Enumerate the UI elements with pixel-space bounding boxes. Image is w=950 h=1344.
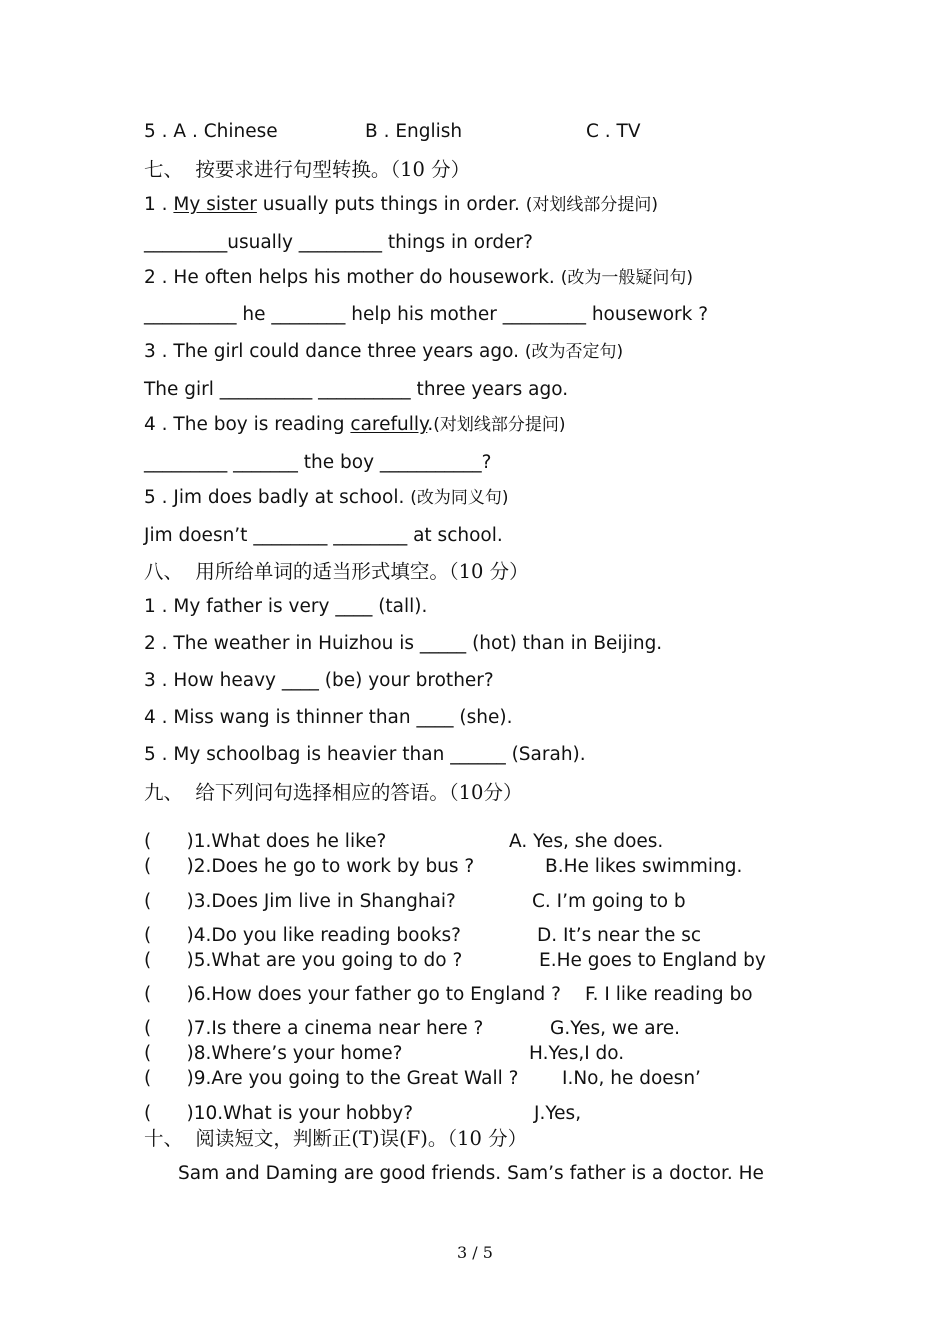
section7-question-4 bbox=[144, 413, 566, 437]
section9-answer-e: E.He goes to England by bbox=[539, 950, 766, 971]
section8-item-2: 2 . The weather in Huizhou is _____ (hot) than in Beijing. bbox=[144, 633, 663, 654]
underlined-phrase: carefully bbox=[350, 414, 428, 435]
section9-answer-c: C. I’m going to b bbox=[532, 891, 686, 912]
section8-item-1: 1 . My father is very ____ (tall). bbox=[144, 596, 428, 617]
section10-heading: 十、 阅读短文，判断正(T)误(F)。（10 分） bbox=[144, 1127, 528, 1150]
section9-question-2: ( )2.Does he go to work by bus ? bbox=[144, 856, 475, 877]
page-number: 3 / 5 bbox=[457, 1243, 493, 1262]
section7-question-5 bbox=[144, 486, 508, 510]
section9-answer-h: H.Yes,I do. bbox=[529, 1043, 625, 1064]
section7-answer-2: __________ he ________ help his mother _________ housework ? bbox=[144, 304, 709, 325]
question-number: 1 . bbox=[144, 194, 174, 215]
question-number: 2 . bbox=[144, 267, 174, 288]
section9-answer-g: G.Yes, we are. bbox=[550, 1018, 681, 1039]
question-punctuation: . bbox=[427, 414, 434, 435]
section8-item-4: 4 . Miss wang is thinner than ____ (she). bbox=[144, 707, 513, 728]
section7-answer-5: Jim doesn’t ________ ________ at school. bbox=[144, 525, 503, 546]
section9-question-9: ( )9.Are you going to the Great Wall ? bbox=[144, 1068, 519, 1089]
instruction-note: (改为否定句) bbox=[524, 342, 624, 362]
section7-question-1 bbox=[144, 193, 658, 217]
section9-answer-d: D. It’s near the sc bbox=[537, 925, 702, 946]
section7-question-3 bbox=[144, 340, 623, 364]
section9-question-5: ( )5.What are you going to do ? bbox=[144, 950, 463, 971]
question-number: 4 . bbox=[144, 414, 174, 435]
section9-question-7: ( )7.Is there a cinema near here ? bbox=[144, 1018, 484, 1039]
section6-item5-option-c: C . TV bbox=[586, 121, 641, 142]
section9-question-10: ( )10.What is your hobby? bbox=[144, 1103, 414, 1124]
question-text: He often helps his mother do housework. bbox=[173, 267, 561, 288]
section9-answer-b: B.He likes swimming. bbox=[545, 856, 743, 877]
section9-answer-a: A. Yes, she does. bbox=[509, 831, 664, 852]
question-number: 3 . bbox=[144, 341, 174, 362]
section9-question-6: ( )6.How does your father go to England ? bbox=[144, 984, 561, 1005]
question-text: Jim does badly at school. bbox=[173, 487, 411, 508]
section7-heading: 七、 按要求进行句型转换。（10 分） bbox=[144, 158, 471, 181]
section7-answer-1: _________usually _________ things in order? bbox=[144, 232, 533, 253]
section7-question-2 bbox=[144, 266, 693, 290]
section6-item5-option-b: B . English bbox=[365, 121, 463, 142]
section7-answer-4: _________ _______ the boy ___________? bbox=[144, 452, 492, 473]
question-text: The girl could dance three years ago. bbox=[173, 341, 525, 362]
instruction-note: (对划线部分提问) bbox=[433, 415, 566, 435]
section9-answer-i: I.No, he doesn’ bbox=[562, 1068, 701, 1089]
section6-item5-option-a: 5 . A . Chinese bbox=[144, 121, 278, 142]
section8-heading: 八、 用所给单词的适当形式填空。（10 分） bbox=[144, 560, 529, 583]
question-number: 5 . bbox=[144, 487, 174, 508]
question-text: The boy is reading bbox=[173, 414, 351, 435]
instruction-note: (改为一般疑问句) bbox=[560, 268, 693, 288]
section9-question-8: ( )8.Where’s your home? bbox=[144, 1043, 403, 1064]
section8-item-5: 5 . My schoolbag is heavier than ______ (Sarah). bbox=[144, 744, 586, 765]
section9-answer-f: F. I like reading bo bbox=[585, 984, 753, 1005]
section9-answer-j: J.Yes, bbox=[534, 1103, 582, 1124]
instruction-note: (改为同义句) bbox=[410, 488, 509, 508]
instruction-note: (对划线部分提问) bbox=[525, 195, 659, 215]
section9-question-3: ( )3.Does Jim live in Shanghai? bbox=[144, 891, 456, 912]
question-text: usually puts things in order. bbox=[256, 194, 526, 215]
section9-heading: 九、 给下列问句选择相应的答语。（10分） bbox=[144, 781, 523, 804]
section8-item-3: 3 . How heavy ____ (be) your brother? bbox=[144, 670, 494, 691]
section7-answer-3: The girl __________ __________ three years ago. bbox=[144, 379, 569, 400]
section10-passage: Sam and Daming are good friends. Sam’s father is a doctor. He bbox=[178, 1163, 764, 1184]
underlined-phrase: My sister bbox=[173, 194, 257, 215]
section9-question-1: ( )1.What does he like? bbox=[144, 831, 387, 852]
section9-question-4: ( )4.Do you like reading books? bbox=[144, 925, 461, 946]
